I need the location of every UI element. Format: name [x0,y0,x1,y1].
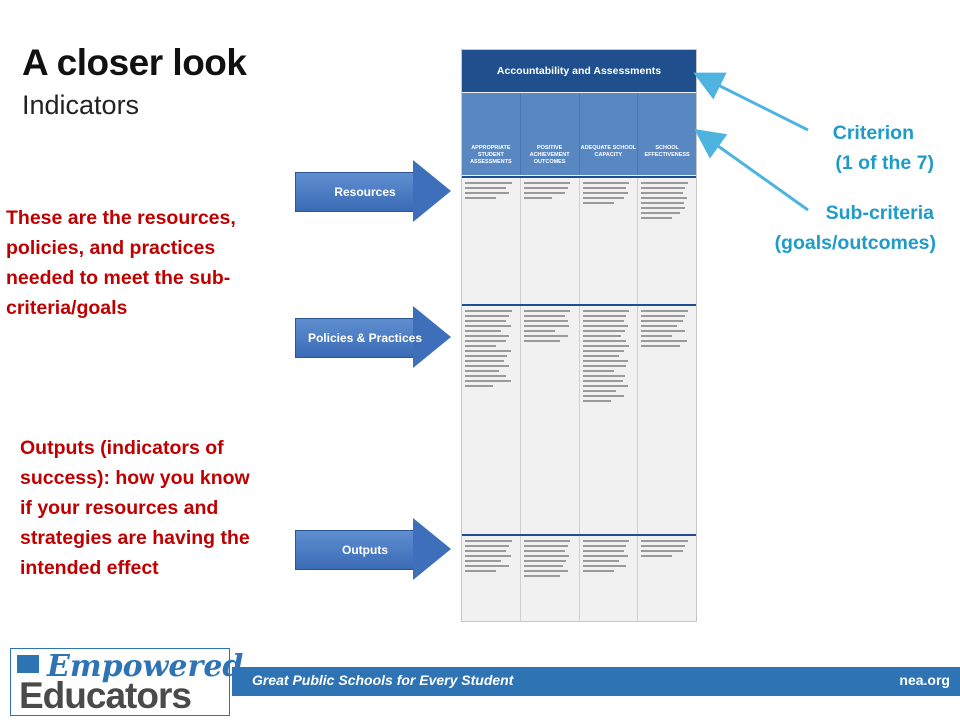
document-column-header: APPROPRIATE STUDENT ASSESSMENTS [462,93,521,175]
empowered-educators-logo [10,648,244,716]
outputs-description: Outputs (indicators of success): how you know if your resources and strategies are having the intended effect [20,437,250,579]
nea-badge-icon [17,655,39,673]
criterion-label [734,118,934,178]
document-column-header: POSITIVE ACHIEVEMENT OUTCOMES [521,93,580,175]
document-outputs-section [462,534,696,622]
logo-text-educators: Educators [19,675,191,716]
logo-text-empowered: Empowered [47,649,244,684]
slide-title: A closer look [22,42,247,83]
document-header: Accountability and Assessments [462,50,696,92]
footer-url[interactable]: nea.org [899,672,950,688]
subcriteria-label-line2: (goals/outcomes) [774,232,936,254]
document-column-header: SCHOOL EFFECTIVENESS [644,145,690,158]
document-column-headers [462,93,696,175]
document-policies-section [462,304,696,534]
footer-tagline: Great Public Schools for Every Student [252,672,514,688]
criterion-label-line2: (1 of the 7) [835,152,934,174]
subcriteria-label-line1: Sub-criteria [825,202,934,224]
slide-subtitle: Indicators [22,90,140,120]
accountability-document [461,49,697,622]
resources-description: These are the resources, policies, and practices needed to meet the sub-criteria/goals [6,207,236,319]
criterion-label-line1: Criterion [832,122,914,144]
document-resources-section [462,176,696,304]
resources-arrow-label: Resources [334,185,396,199]
policies-arrow-label: Policies & Practices [307,331,423,345]
outputs-arrow-label: Outputs [342,543,388,557]
document-column-header: ADEQUATE SCHOOL CAPACITY [580,93,639,175]
subcriteria-label [696,198,936,258]
